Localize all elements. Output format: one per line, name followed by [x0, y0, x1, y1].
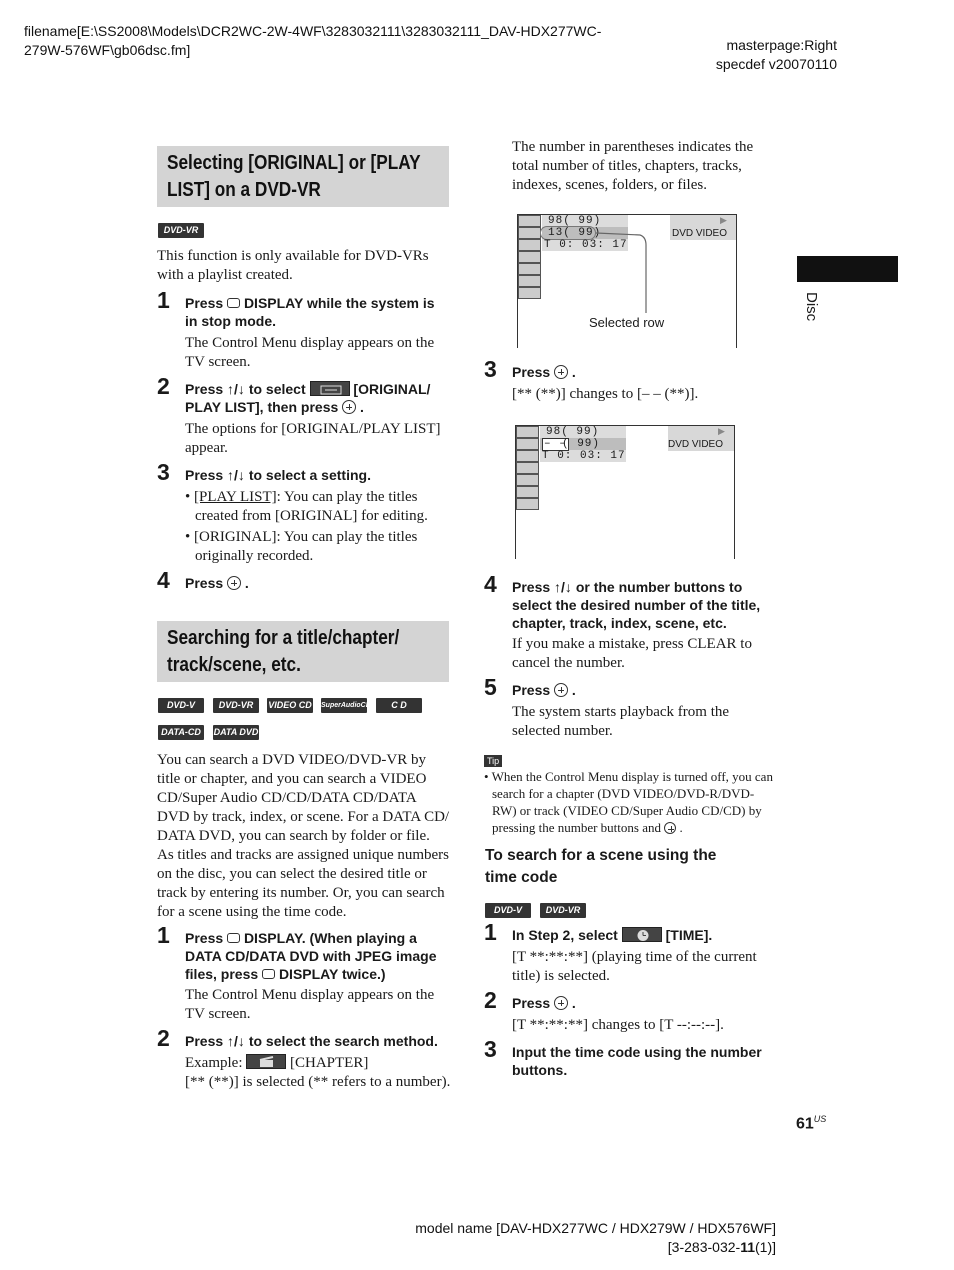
masterpage-label: masterpage:Right	[726, 37, 837, 53]
subsection-title-line: To search for a scene using the	[485, 847, 717, 864]
control-menu-screen	[517, 214, 737, 348]
bullet-term: [PLAY LIST]	[194, 489, 277, 505]
bullet-text: originally recorded.	[195, 548, 314, 564]
step-instruction: Press ↑/↓ to select [ORIGINAL/ PLAY LIST], then press .	[185, 381, 431, 415]
chapter-count: 13( 99)	[548, 227, 602, 239]
enter-button-icon	[554, 365, 568, 379]
step-number: 2	[157, 1025, 170, 1051]
right-intro	[512, 138, 782, 195]
body-line: track by entering its number. Or, you can search	[157, 885, 445, 901]
step-text: chapter, track, index, scene, etc.	[512, 615, 727, 631]
time-readout: T 0: 03: 17	[542, 450, 626, 462]
step-text: DISPLAY. (When playing a	[243, 930, 417, 946]
specdef-label: specdef v20070110	[715, 56, 837, 72]
bullet-item: • [ORIGINAL]: You can play the titles originally recorded.	[185, 528, 460, 566]
step-number: 5	[484, 674, 497, 700]
menu-cell	[516, 438, 539, 450]
chapter-count: ( 99)	[562, 438, 601, 450]
menu-cell	[516, 474, 539, 486]
tip-badge: Tip	[484, 755, 502, 767]
desc-line: The Control Menu display appears on the	[185, 335, 435, 351]
desc-line: selected number.	[512, 723, 613, 739]
step-instruction	[512, 578, 782, 632]
display-button-icon	[262, 969, 275, 979]
step-text: PLAY LIST], then press	[185, 399, 339, 415]
desc-line: title) is selected.	[512, 968, 610, 984]
step-description	[512, 948, 782, 986]
step-number: 4	[484, 571, 497, 597]
masterpage-header	[680, 36, 837, 74]
filename-line-2: 279W-576WF\gb06dsc.fm]	[24, 42, 191, 58]
play-icon: ▶	[720, 215, 727, 225]
side-tab-bar	[797, 256, 898, 282]
step-text: DISPLAY twice.)	[278, 966, 386, 982]
example-value: [CHAPTER]	[289, 1055, 369, 1071]
step-text: DISPLAY while the system is	[243, 295, 435, 311]
input-field: – –	[544, 438, 567, 450]
step-instruction	[512, 1043, 782, 1079]
step-description	[185, 1054, 460, 1092]
enter-button-icon	[664, 822, 676, 834]
badge-dvd-v: DVD-V	[485, 903, 531, 918]
badge-dvd-vr: DVD-VR	[540, 903, 586, 918]
desc-line: The options for [ORIGINAL/PLAY LIST]	[185, 421, 441, 437]
tip-line: search for a chapter (DVD VIDEO/DVD-R/DVD-	[492, 786, 755, 801]
step-number: 3	[157, 459, 170, 485]
step-description: [T **:**:**] changes to [T --:--:--].	[512, 1017, 724, 1033]
section-title-line-1: Searching for a title/chapter/	[167, 627, 400, 649]
display-button-icon	[227, 933, 240, 943]
step-text: DATA CD/DATA DVD with JPEG image	[185, 948, 437, 964]
body-line: As titles and tracks are assigned unique numbers	[157, 847, 450, 863]
intro-line: indexes, scenes, folders, or files.	[512, 177, 707, 193]
step-text: Press	[512, 364, 551, 380]
section1-intro	[157, 247, 457, 285]
badge-video-cd: VIDEO CD	[267, 698, 313, 713]
desc-line: [** (**)] is selected (** refers to a number).	[185, 1074, 451, 1090]
step-description	[185, 420, 455, 458]
footer-code: [3-283-032-	[667, 1239, 741, 1255]
disc-type-label: DVD VIDEO	[672, 228, 728, 239]
badge-super-audio-cd: SuperAudioCD	[321, 698, 367, 713]
step-number: 1	[157, 287, 170, 313]
step-text: Press	[512, 682, 551, 698]
disc-type-label: DVD VIDEO	[668, 439, 724, 450]
desc-line: TV screen.	[185, 354, 251, 370]
title-count: 98( 99)	[548, 215, 602, 227]
section-title-line-2: track/scene, etc.	[167, 654, 301, 676]
step-number: 2	[157, 373, 170, 399]
step-instruction	[185, 929, 460, 983]
step-instruction: Press .	[512, 682, 576, 698]
step-text: select the desired number of the title,	[512, 597, 761, 613]
title-count: 98( 99)	[546, 426, 600, 438]
bullet-text: : You can play the titles	[276, 489, 418, 505]
enter-button-icon	[554, 996, 568, 1010]
menu-cell	[516, 498, 539, 510]
body-line: on the disc, you can select the desired title or	[157, 866, 427, 882]
step-number: 3	[484, 356, 497, 382]
footer-code-bold: 11	[740, 1239, 755, 1255]
tip-text: • When the Control Menu display is turned off, you can search for a chapter (DVD VIDEO/DVD-R/DVD- RW) or track (VIDEO CD/Super Audio CD/CD) by pressing the number buttons and .	[484, 768, 779, 836]
footer-model: model name [DAV-HDX277WC / HDX279W / HDX576WF]	[415, 1220, 776, 1236]
section-title-search	[157, 621, 449, 682]
menu-cell	[516, 486, 539, 498]
step-number: 2	[484, 987, 497, 1013]
step-text: [ORIGINAL/	[353, 381, 431, 397]
step-text: Press	[185, 295, 224, 311]
menu-cell	[516, 450, 539, 462]
body-line: for a scene using the time code.	[157, 904, 347, 920]
original-playlist-icon	[310, 381, 350, 396]
body-line: DVD by track, index, or scene. For a DATA CD/	[157, 809, 450, 825]
desc-line: TV screen.	[185, 1006, 251, 1022]
body-line: title or chapter, and you can search a VIDEO	[157, 771, 427, 787]
step-text: in stop mode.	[185, 313, 276, 329]
enter-button-icon	[554, 683, 568, 697]
step-text: Press	[185, 930, 224, 946]
enter-button-icon	[227, 576, 241, 590]
step-instruction: Press .	[512, 364, 576, 380]
step-text: files, press	[185, 966, 259, 982]
badge-cd: C D	[376, 698, 422, 713]
step-text: Press ↑/↓ to select	[185, 381, 306, 397]
step-instruction: Press ↑/↓ to select a setting.	[185, 467, 371, 483]
filename-line-1: filename[E:\SS2008\Models\DCR2WC-2W-4WF\3283032111\3283032111_DAV-HDX277WC-	[24, 23, 602, 39]
section2-body	[157, 751, 457, 922]
body-line: CD/Super Audio CD/CD/DATA CD/DATA	[157, 790, 417, 806]
page-number-value: 61	[796, 1115, 814, 1133]
menu-cell	[516, 426, 539, 438]
body-line: You can search a DVD VIDEO/DVD-VR by	[157, 752, 426, 768]
time-readout: T 0: 03: 17	[544, 239, 628, 251]
step-instruction: Press .	[185, 575, 249, 591]
intro-line: The number in parentheses indicates the	[512, 139, 754, 155]
step-text: Input the time code using the number	[512, 1044, 762, 1060]
bullet-text: [ORIGINAL]: You can play the titles	[194, 529, 418, 545]
step-text: Press	[512, 995, 551, 1011]
control-menu-screen	[515, 425, 735, 559]
step-text: In Step 2, select	[512, 927, 618, 943]
callout-line	[518, 215, 738, 325]
step-instruction	[512, 926, 712, 944]
step-text: Press	[185, 575, 224, 591]
step-text: buttons.	[512, 1062, 568, 1078]
desc-line: The system starts playback from the	[512, 704, 730, 720]
step-description	[185, 986, 460, 1024]
intro-line: total number of titles, chapters, tracks,	[512, 158, 742, 174]
play-icon: ▶	[718, 426, 725, 436]
page-number	[796, 1114, 826, 1133]
desc-line: [T **:**:**] (playing time of the current	[512, 949, 757, 965]
badge-dvd-vr: DVD-VR	[158, 223, 204, 238]
footer-code: (1)]	[755, 1239, 776, 1255]
subsection-title	[485, 845, 775, 889]
example-label: Example:	[185, 1055, 243, 1071]
desc-line: cancel the number.	[512, 655, 625, 671]
tip-line: RW) or track (VIDEO CD/Super Audio CD/CD) by	[492, 803, 762, 818]
tip-line: pressing the number buttons and	[492, 820, 661, 835]
step-text: [TIME].	[665, 927, 713, 943]
side-tab-label: Disc	[803, 292, 820, 322]
intro-line: with a playlist created.	[157, 267, 293, 283]
step-description: [** (**)] changes to [– – (**)].	[512, 386, 699, 402]
body-line: DATA DVD, you can search by folder or file.	[157, 828, 430, 844]
badge-data-cd: DATA-CD	[158, 725, 204, 740]
step-number: 1	[484, 919, 497, 945]
step-description	[512, 635, 782, 673]
tip-line: • When the Control Menu display is turned off, you can	[484, 769, 773, 784]
bullet-item: • [PLAY LIST]: You can play the titles created from [ORIGINAL] for editing.	[185, 488, 460, 526]
subsection-title-line: time code	[485, 869, 558, 886]
bullet-text: created from [ORIGINAL] for editing.	[195, 508, 428, 524]
section-title-line-1: Selecting [ORIGINAL] or [PLAY	[167, 152, 421, 174]
page-number-suffix: US	[813, 1114, 827, 1124]
step-number: 1	[157, 922, 170, 948]
time-clock-icon	[622, 927, 662, 942]
step-text: Press ↑/↓ or the number buttons to	[512, 579, 743, 595]
step-description	[512, 703, 782, 741]
step-instruction: Press ↑/↓ to select the search method.	[185, 1033, 438, 1049]
step-instruction	[185, 294, 455, 330]
desc-line: If you make a mistake, press CLEAR to	[512, 636, 752, 652]
display-button-icon	[227, 298, 240, 308]
section-title-original-playlist	[157, 146, 449, 207]
step-number: 3	[484, 1036, 497, 1062]
footer	[380, 1219, 776, 1257]
badge-dvd-v: DVD-V	[158, 698, 204, 713]
desc-line: appear.	[185, 440, 228, 456]
selected-row-callout: Selected row	[589, 315, 665, 330]
step-description	[185, 334, 455, 372]
filename-header	[24, 22, 601, 60]
badge-data-dvd: DATA DVD	[213, 725, 259, 740]
step-number: 4	[157, 567, 170, 593]
intro-line: This function is only available for DVD-VRs	[157, 248, 429, 264]
step-instruction: Press .	[512, 995, 576, 1011]
desc-line: The Control Menu display appears on the	[185, 987, 435, 1003]
section-title-line-2: LIST] on a DVD-VR	[167, 179, 321, 201]
menu-cell	[516, 462, 539, 474]
enter-button-icon	[342, 400, 356, 414]
chapter-icon	[246, 1054, 286, 1069]
badge-dvd-vr: DVD-VR	[213, 698, 259, 713]
